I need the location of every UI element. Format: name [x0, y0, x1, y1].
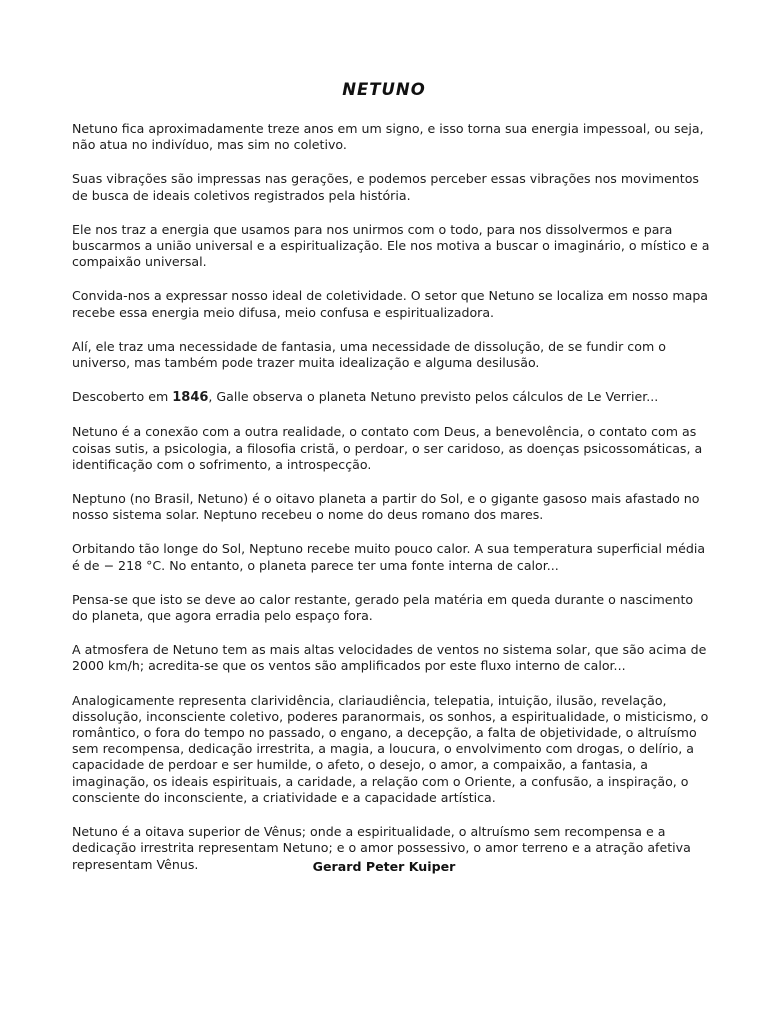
paragraph-6-rest: , Galle observa o planeta Netuno previsto pelos cálculos de Le Verrier...: [208, 389, 659, 405]
discovery-year: 1846: [172, 390, 209, 406]
signature: Gerard Peter Kuiper: [312, 859, 456, 874]
paragraph-5: Alí, ele traz uma necessidade de fantasia, uma necessidade de dissolução, de se fundir com o universo, mas também pode trazer muita idealização e alguma desilusão.: [72, 338, 666, 371]
paragraph-7: Netuno é a conexão com a outra realidade, o contato com Deus, a benevolência, o contato com as coisas sutis, a psicologia, a filosofia cristã, o perdoar, o ser caridoso, as doenças psicossomáticas, a identificação com o sofrimento, a introspecção.: [72, 424, 703, 472]
document-body: [72, 121, 710, 891]
paragraph-10: Pensa-se que isto se deve ao calor restante, gerado pela matéria em queda durante o nascimento do planeta, que agora erradia pelo espaço fora.: [72, 591, 694, 624]
paragraph-11: A atmosfera de Netuno tem as mais altas velocidades de ventos no sistema solar, que são acima de 2000 km/h; acredita-se que os ventos são amplificados por este fluxo interno de calor...: [72, 642, 707, 674]
paragraph-13: Netuno é a oitava superior de Vênus; onde a espiritualidade, o altruísmo sem recompensa e a dedicação irrestrita representam Netuno; e o amor possessivo, o amor terreno e a atração afetiva representam Vênus.: [72, 824, 691, 872]
document-title: NETUNO: [342, 80, 426, 99]
paragraph-8: Neptuno (no Brasil, Netuno) é o oitavo planeta a partir do Sol, e o gigante gasoso mais afastado no nosso sistema solar. Neptuno recebeu o nome do deus romano dos mares.: [72, 491, 700, 523]
paragraph-6-lead: Descoberto em: [72, 389, 173, 405]
paragraph-2: Suas vibrações são impressas nas gerações, e podemos perceber essas vibrações nos movimentos de busca de ideais coletivos registrados pela história.: [72, 171, 699, 203]
paragraph-1: Netuno fica aproximadamente treze anos em um signo, e isso torna sua energia impessoal, ou seja, não atua no indivíduo, mas sim no coletivo.: [72, 121, 704, 153]
paragraph-12: Analogicamente representa clarividência, clariaudiência, telepatia, intuição, ilusão, revelação, dissolução, inconsciente coletivo, poderes paranormais, os sonhos, a espiritualidade, o misticismo, o romântico, o fora do tempo no passado, o engano, a decepção, a falta de objetividade, o altruísmo sem recompensa, dedicação irrestrita, a magia, a loucura, o envolvimento com drogas, o delírio, a capacidade de perdoar e ser humilde, o afeto, o desejo, o amor, a compaixão, a fantasia, a imaginação, os ideais espirituais, a caridade, a relação com o Oriente, a confusão, a inspiração, o consciente do inconsciente, a criatividade e a capacidade artística.: [72, 692, 709, 805]
paragraph-9: Orbitando tão longe do Sol, Neptuno recebe muito pouco calor. A sua temperatura superficial média é de − 218 °C. No entanto, o planeta parece ter uma fonte interna de calor...: [72, 541, 706, 573]
paragraph-6: [72, 389, 710, 406]
paragraph-4: Convida-nos a expressar nosso ideal de coletividade. O setor que Netuno se localiza em nosso mapa recebe essa energia meio difusa, meio confusa e espiritualizadora.: [72, 288, 709, 320]
paragraph-3: Ele nos traz a energia que usamos para nos unirmos com o todo, para nos dissolvermos e para buscarmos a união universal e a espiritualização. Ele nos motiva a buscar o imaginário, o místico e a compaixão universal.: [72, 221, 710, 270]
